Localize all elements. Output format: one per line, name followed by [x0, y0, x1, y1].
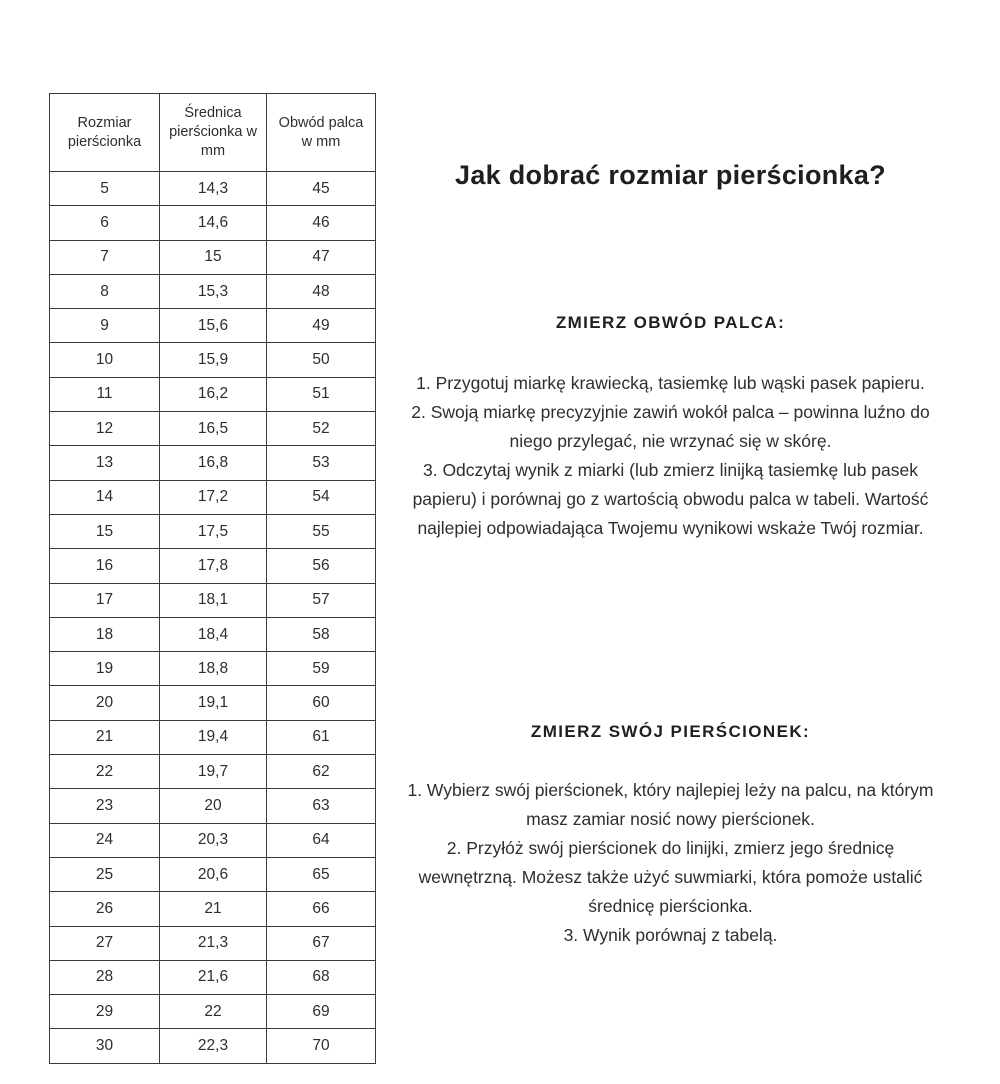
- table-row: [50, 995, 376, 1029]
- table-cell: 28: [50, 960, 160, 994]
- table-cell: 22: [160, 995, 267, 1029]
- table-row: [50, 274, 376, 308]
- table-cell: 6: [50, 206, 160, 240]
- table-cell: 17,2: [160, 480, 267, 514]
- instruction-item: 2. Przyłóż swój pierścionek do linijki, zmierz jego średnicę wewnętrzną. Możesz także użyć suwmiarki, która pomoże ustalić średnicę pierścionka.: [418, 838, 923, 916]
- table-row: [50, 755, 376, 789]
- table-cell: 21: [50, 720, 160, 754]
- size-table-head: [50, 94, 376, 172]
- table-cell: 65: [267, 857, 376, 891]
- table-cell: 23: [50, 789, 160, 823]
- table-cell: 14: [50, 480, 160, 514]
- table-cell: 50: [267, 343, 376, 377]
- table-cell: 19,4: [160, 720, 267, 754]
- table-cell: 69: [267, 995, 376, 1029]
- table-row: [50, 686, 376, 720]
- table-row: [50, 172, 376, 206]
- instruction-item: 2. Swoją miarkę precyzyjnie zawiń wokół palca – powinna luźno do niego przylegać, nie wrzynać się w skórę.: [411, 402, 930, 451]
- table-cell: 52: [267, 412, 376, 446]
- table-cell: 11: [50, 377, 160, 411]
- table-cell: 18: [50, 617, 160, 651]
- table-cell: 68: [267, 960, 376, 994]
- table-cell: 17,5: [160, 514, 267, 548]
- page-title: Jak dobrać rozmiar pierścionka?: [455, 160, 886, 190]
- table-header-cell: Średnica pierścionka w mm: [160, 94, 267, 172]
- table-cell: 70: [267, 1029, 376, 1063]
- instruction-item: 1. Przygotuj miarkę krawiecką, tasiemkę lub wąski pasek papieru.: [416, 373, 925, 393]
- instructions-column: [398, 0, 943, 1084]
- table-cell: 22: [50, 755, 160, 789]
- table-cell: 9: [50, 309, 160, 343]
- table-cell: 27: [50, 926, 160, 960]
- table-cell: 18,1: [160, 583, 267, 617]
- table-cell: 63: [267, 789, 376, 823]
- table-cell: 18,4: [160, 617, 267, 651]
- table-cell: 57: [267, 583, 376, 617]
- table-row: [50, 892, 376, 926]
- table-cell: 61: [267, 720, 376, 754]
- table-cell: 53: [267, 446, 376, 480]
- table-cell: 59: [267, 652, 376, 686]
- table-cell: 46: [267, 206, 376, 240]
- table-cell: 60: [267, 686, 376, 720]
- table-cell: 55: [267, 514, 376, 548]
- table-row: [50, 240, 376, 274]
- table-cell: 58: [267, 617, 376, 651]
- table-row: [50, 549, 376, 583]
- table-row: [50, 720, 376, 754]
- table-cell: 17,8: [160, 549, 267, 583]
- table-row: [50, 206, 376, 240]
- table-row: [50, 343, 376, 377]
- table-cell: 5: [50, 172, 160, 206]
- table-cell: 15,9: [160, 343, 267, 377]
- table-cell: 12: [50, 412, 160, 446]
- table-row: [50, 857, 376, 891]
- table-cell: 67: [267, 926, 376, 960]
- table-row: [50, 1029, 376, 1063]
- table-cell: 64: [267, 823, 376, 857]
- table-row: [50, 309, 376, 343]
- table-cell: 18,8: [160, 652, 267, 686]
- table-cell: 15: [50, 514, 160, 548]
- table-row: [50, 480, 376, 514]
- table-cell: 20,6: [160, 857, 267, 891]
- table-cell: 56: [267, 549, 376, 583]
- table-cell: 30: [50, 1029, 160, 1063]
- table-cell: 16,2: [160, 377, 267, 411]
- table-cell: 54: [267, 480, 376, 514]
- table-cell: 16,5: [160, 412, 267, 446]
- table-cell: 20,3: [160, 823, 267, 857]
- table-header-row: [50, 94, 376, 172]
- instruction-item: 3. Odczytaj wynik z miarki (lub zmierz linijką tasiemkę lub pasek papieru) i porównaj go z wartością obwodu palca w tabeli. Wartość najlepiej odpowiadająca Twojemu wynikowi wskaże Twój rozmiar.: [412, 460, 929, 538]
- table-cell: 47: [267, 240, 376, 274]
- table-cell: 19: [50, 652, 160, 686]
- table-cell: 22,3: [160, 1029, 267, 1063]
- table-cell: 24: [50, 823, 160, 857]
- table-cell: 48: [267, 274, 376, 308]
- table-cell: 7: [50, 240, 160, 274]
- table-cell: 17: [50, 583, 160, 617]
- table-cell: 13: [50, 446, 160, 480]
- table-row: [50, 823, 376, 857]
- table-cell: 25: [50, 857, 160, 891]
- table-cell: 15,6: [160, 309, 267, 343]
- table-cell: 16: [50, 549, 160, 583]
- table-header-cell: Rozmiar pierścionka: [50, 94, 160, 172]
- table-row: [50, 446, 376, 480]
- table-cell: 21,6: [160, 960, 267, 994]
- table-row: [50, 960, 376, 994]
- table-cell: 19,7: [160, 755, 267, 789]
- table-cell: 20: [160, 789, 267, 823]
- table-cell: 8: [50, 274, 160, 308]
- size-table-body: [50, 172, 376, 1064]
- table-cell: 21: [160, 892, 267, 926]
- table-cell: 51: [267, 377, 376, 411]
- ring-size-table: [49, 93, 376, 1064]
- table-cell: 14,6: [160, 206, 267, 240]
- table-cell: 29: [50, 995, 160, 1029]
- table-row: [50, 377, 376, 411]
- table-cell: 19,1: [160, 686, 267, 720]
- table-row: [50, 514, 376, 548]
- table-cell: 10: [50, 343, 160, 377]
- section-heading-measure-ring: ZMIERZ SWÓJ PIERŚCIONEK:: [530, 722, 811, 741]
- table-cell: 15: [160, 240, 267, 274]
- table-row: [50, 652, 376, 686]
- instruction-list-measure-finger: [398, 369, 943, 543]
- table-cell: 16,8: [160, 446, 267, 480]
- table-row: [50, 412, 376, 446]
- table-row: [50, 789, 376, 823]
- table-row: [50, 583, 376, 617]
- instruction-list-measure-ring: [398, 776, 943, 950]
- table-row: [50, 617, 376, 651]
- instruction-item: 3. Wynik porównaj z tabelą.: [563, 925, 778, 945]
- table-row: [50, 926, 376, 960]
- section-heading-measure-finger: ZMIERZ OBWÓD PALCA:: [555, 313, 786, 332]
- table-cell: 14,3: [160, 172, 267, 206]
- table-cell: 62: [267, 755, 376, 789]
- table-cell: 26: [50, 892, 160, 926]
- table-cell: 20: [50, 686, 160, 720]
- table-cell: 49: [267, 309, 376, 343]
- table-cell: 21,3: [160, 926, 267, 960]
- instruction-item: 1. Wybierz swój pierścionek, który najlepiej leży na palcu, na którym masz zamiar nosić nowy pierścionek.: [407, 780, 934, 829]
- table-cell: 15,3: [160, 274, 267, 308]
- table-cell: 66: [267, 892, 376, 926]
- table-header-cell: Obwód palca w mm: [267, 94, 376, 172]
- table-cell: 45: [267, 172, 376, 206]
